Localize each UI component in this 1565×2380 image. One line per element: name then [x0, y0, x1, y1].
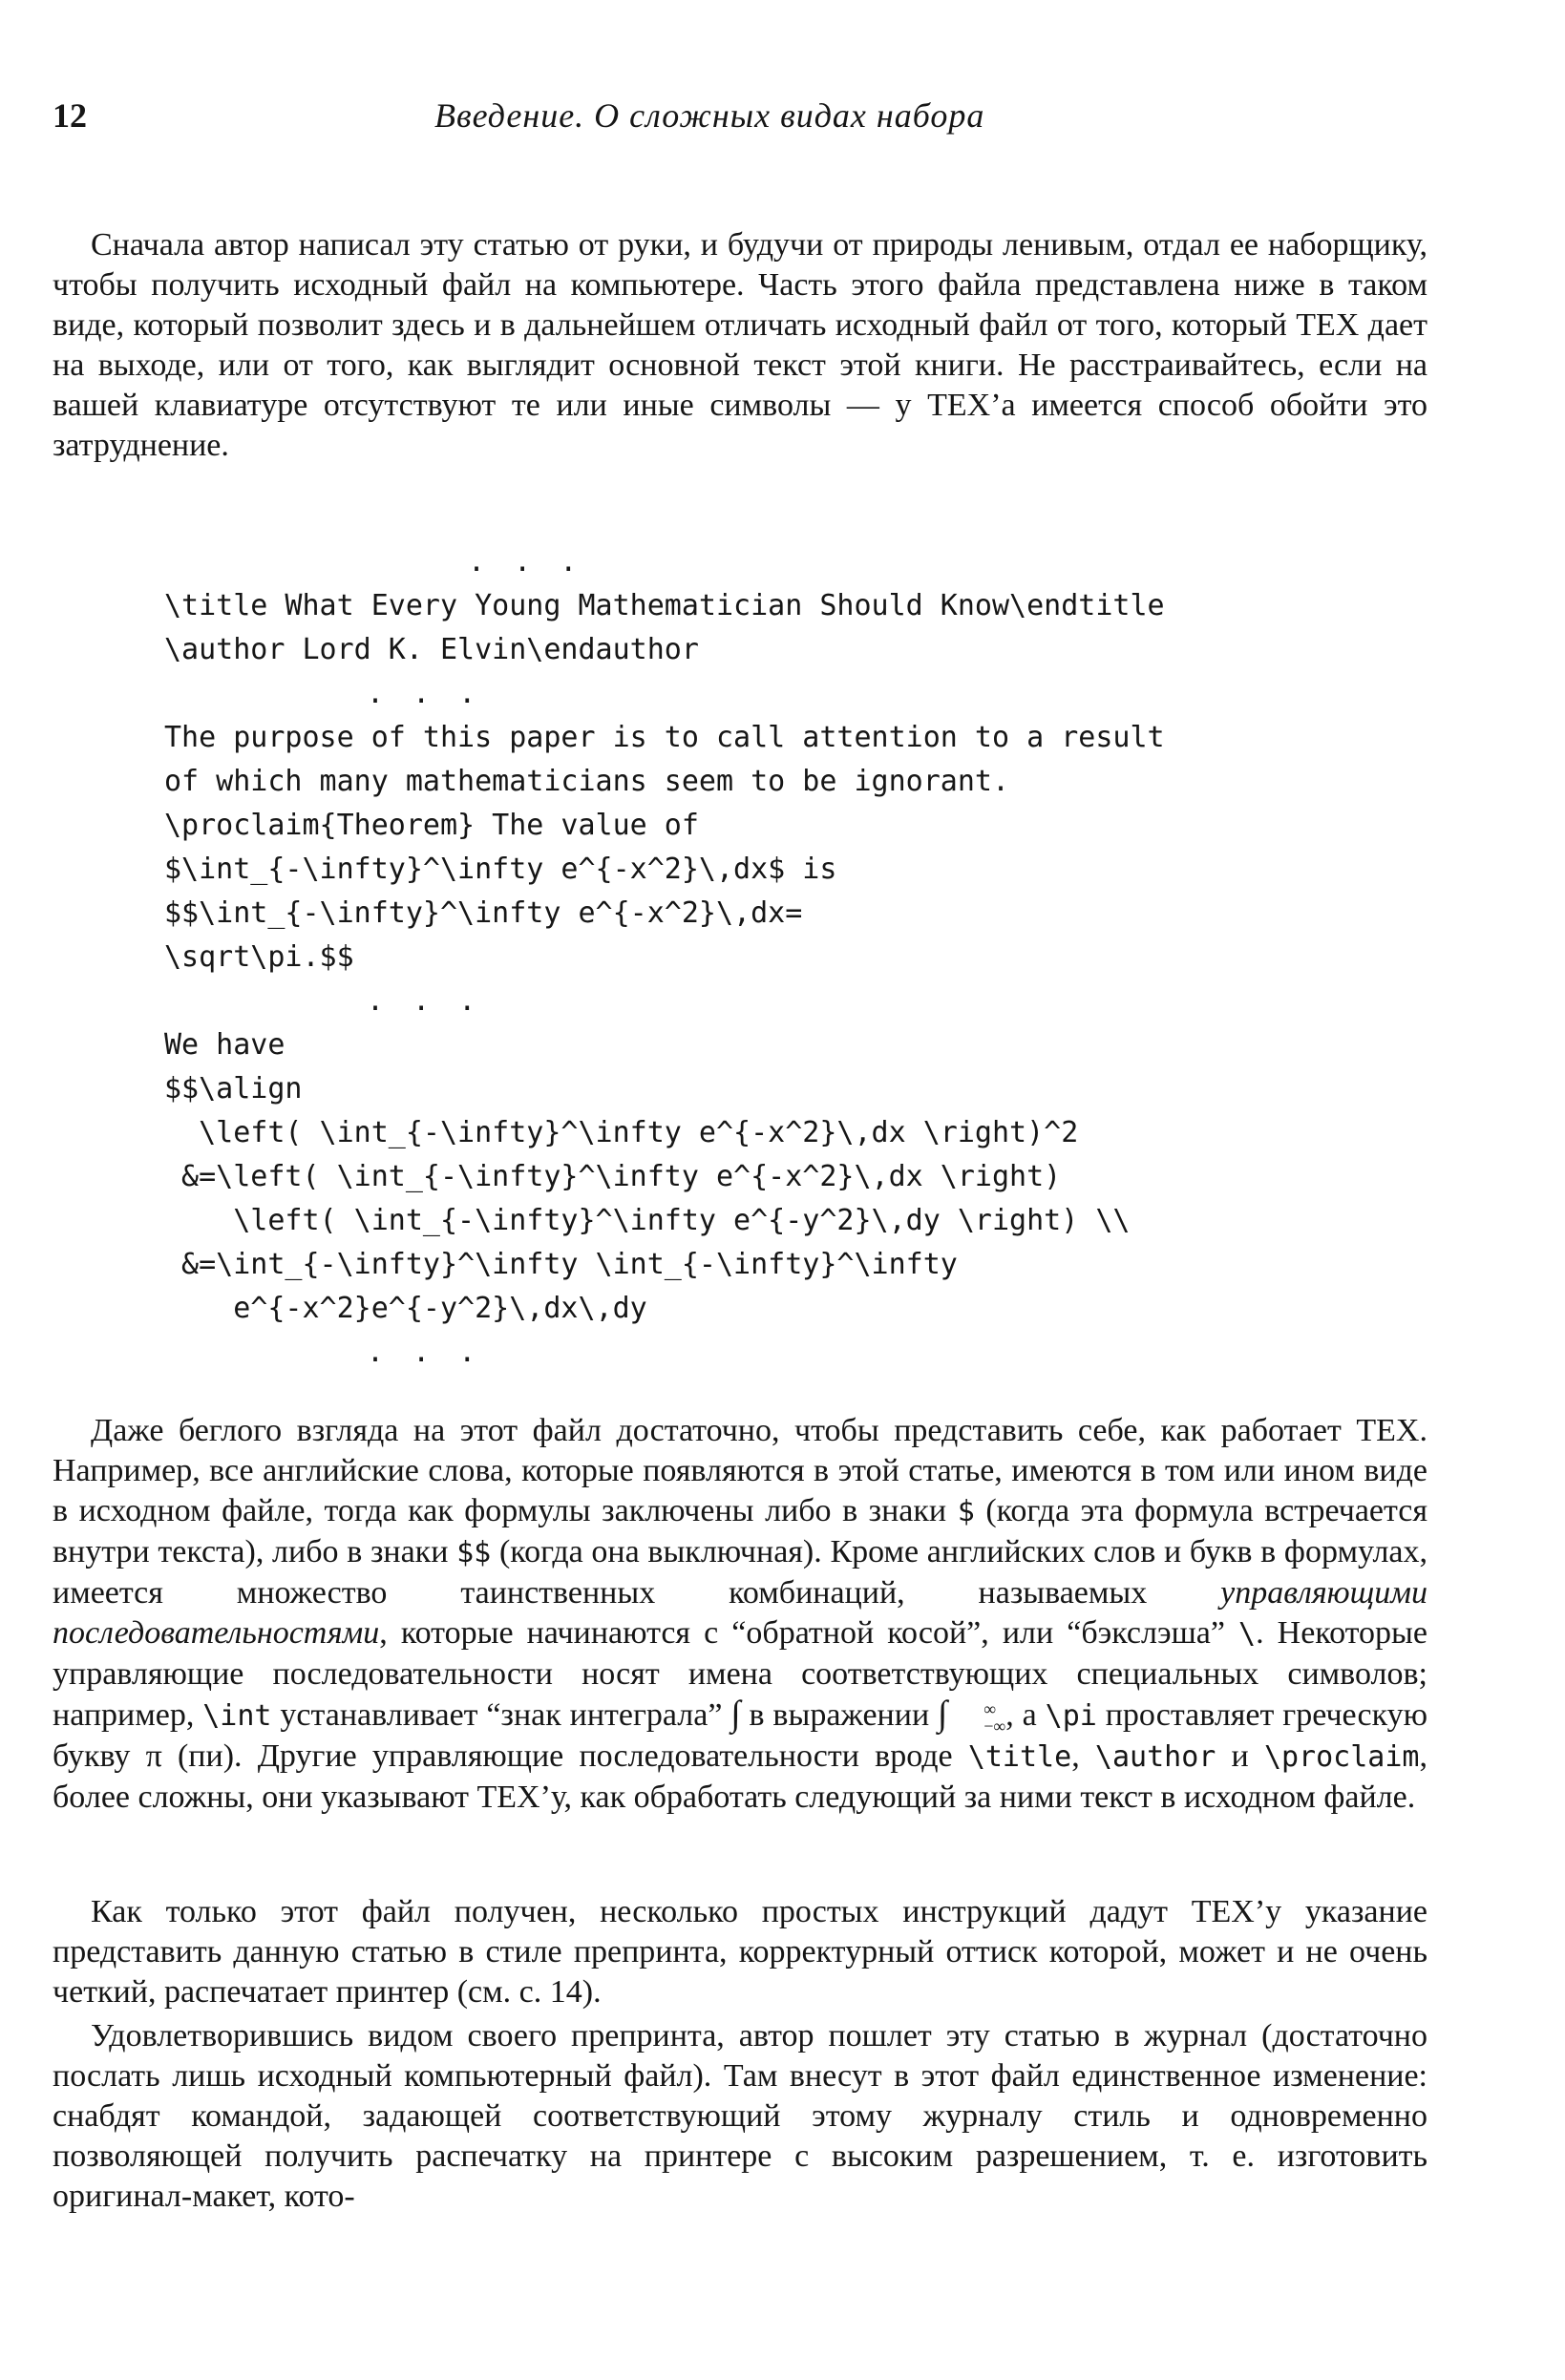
code-line: e^{-x^2}e^{-y^2}\,dx\,dy	[164, 1292, 647, 1325]
text-run: проставляет греческую букву π (пи). Другие управляющие последовательности вроде	[53, 1697, 1428, 1774]
intro-paragraph-text: Сначала автор написал эту статью от руки, и будучи от природы ленивым, отдал ее наборщику, чтобы получить исходный файл на компьютере. Часть этого файла представлена ниже в таком виде, который позволит здесь и в дальнейшем отличать исходный файл от того, который TEX дает на выходе, или от того, как выглядит основной текст этой книги. Не расстраивайтесь, если на вашей клавиатуре отсутствуют те или иные символы — у TEX’а имеется способ обойти это затруднение.	[53, 227, 1428, 463]
explanation-paragraph	[53, 1411, 1428, 1818]
integral-lower-limit: −∞	[983, 1717, 1006, 1737]
text-run: ,	[1071, 1738, 1080, 1774]
code-line: $$\align	[164, 1072, 303, 1106]
integral-symbol: ∫	[938, 1695, 948, 1734]
ellipsis-marker: . . .	[468, 545, 583, 579]
proclaim-command: \proclaim	[1263, 1740, 1420, 1774]
double-dollar-sign: $$	[456, 1536, 492, 1569]
code-line: \left( \int_{-\infty}^\infty e^{-y^2}\,dy \right) \\	[164, 1204, 1131, 1237]
text-run: (когда эта формула встречается внутри текста), либо в знаки	[53, 1493, 1428, 1569]
ellipsis-marker: . . .	[367, 984, 482, 1018]
title-command: \title	[967, 1740, 1072, 1774]
text-run: Даже беглого взгляда на этот файл достаточно, чтобы представить себе, как работает TEX. Например, все английские слова, которые появляются в этой статье, имеются в том или ином виде в исходном файле, тогда как формулы заключены либо в знаки	[53, 1413, 1428, 1528]
backslash-symbol: \	[1238, 1617, 1257, 1651]
ellipsis-marker: . . .	[367, 1336, 482, 1369]
ellipsis-marker: . . .	[367, 677, 482, 710]
code-line: We have	[164, 1028, 286, 1062]
intro-paragraph	[53, 225, 1428, 466]
code-line: $$\int_{-\infty}^\infty e^{-x^2}\,dx=	[164, 896, 803, 930]
code-line: of which many mathematicians seem to be ignorant.	[164, 765, 1010, 798]
control-sequences-term: управляющими последовательностями	[53, 1575, 1428, 1651]
code-line: \author Lord K. Elvin\endauthor	[164, 633, 699, 666]
code-line: &=\int_{-\infty}^\infty \int_{-\infty}^\infty	[164, 1248, 958, 1281]
text-run: и	[1231, 1738, 1249, 1774]
text-run: . Некоторые управляющие последовательности носят имена соответствующих специальных символов; например,	[53, 1615, 1428, 1733]
code-line: &=\left( \int_{-\infty}^\infty e^{-x^2}\,dx \right)	[164, 1160, 1062, 1193]
integral-upper-limit: ∞	[983, 1699, 997, 1719]
page-number: 12	[53, 96, 87, 135]
preprint-paragraph-text: Как только этот файл получен, несколько простых инструкций дадут TEX’у указание представить данную статью в стиле препринта, корректурный оттиск которой, может и не очень четкий, распечатает принтер (см. с. 14).	[53, 1894, 1428, 2010]
code-line: \sqrt\pi.$$	[164, 940, 354, 974]
text-run: в выражении	[749, 1697, 930, 1733]
preprint-paragraph	[53, 1892, 1428, 2012]
integral-symbol: ∫	[730, 1695, 741, 1734]
text-run: , которые начинаются с “обратной косой”, или “бэкслэша”	[379, 1615, 1225, 1651]
text-run: , более сложны, они указывают TEX’у, как обработать следующий за ними текст в исходном файле.	[53, 1738, 1428, 1815]
code-line: \left( \int_{-\infty}^\infty e^{-x^2}\,dx \right)^2	[164, 1116, 1079, 1149]
integral-limits	[945, 1700, 1005, 1735]
tex-source-listing	[164, 540, 1406, 1375]
code-line: $\int_{-\infty}^\infty e^{-x^2}\,dx$ is	[164, 853, 837, 886]
pi-command: \pi	[1045, 1699, 1097, 1733]
dollar-sign: $	[957, 1495, 975, 1528]
text-run: устанавливает “знак интеграла”	[280, 1697, 723, 1733]
code-line: \proclaim{Theorem} The value of	[164, 809, 699, 842]
running-head: Введение. О сложных видах набора	[434, 96, 985, 135]
int-command: \int	[202, 1699, 272, 1733]
text-run: (когда она выключная). Кроме английских слов и букв в формулах, имеется множество таинственных комбинаций, называемых	[53, 1534, 1428, 1611]
page-header	[53, 95, 1428, 153]
journal-paragraph	[53, 2016, 1428, 2217]
author-command: \author	[1094, 1740, 1216, 1774]
explanation-paragraph-text	[53, 1411, 1428, 1818]
code-line: The purpose of this paper is to call attention to a result	[164, 721, 1165, 754]
journal-paragraph-text: Удовлетворившись видом своего препринта, автор пошлет эту статью в журнал (достаточно послать лишь исходный компьютерный файл). Там внесут в этот файл единственное изменение: снабдят командой, задающей соответствующий этому журналу стиль и одновременно позволяющей получить распечатку на принтере с высоким разрешением, т. е. изготовить оригинал-макет, кото-	[53, 2018, 1428, 2214]
code-line: \title What Every Young Mathematician Should Know\endtitle	[164, 589, 1165, 622]
text-run: , а	[1005, 1697, 1037, 1733]
